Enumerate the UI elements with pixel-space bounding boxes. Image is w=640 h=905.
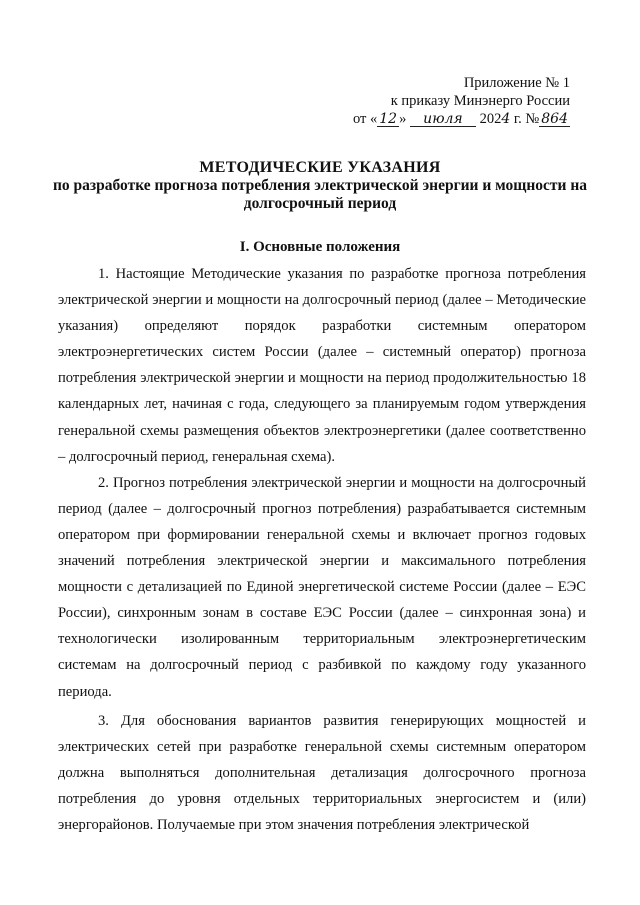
- appendix-line2: к приказу Минэнерго России: [390, 93, 570, 109]
- date-year-prefix: 202: [479, 111, 502, 127]
- paragraph-1: 1. Настоящие Методические указания по разработке прогноза потребления электрической энергии и мощности на долгосрочный период (далее – Методические указания) определяют порядок разработки системным оператором электроэнергетических систем России (далее – системный оператор) прогноза потребления электрической энергии и мощности на период продолжительностью 18 календарных лет, начиная с года, следующего за планируемым годом утверждения генеральной схемы размещения объектов электроэнергетики (далее соответственно – долгосрочный период, генеральная схема).: [58, 266, 586, 465]
- date-day: 12: [379, 111, 398, 127]
- document-body: [58, 261, 586, 838]
- document-title: [40, 159, 600, 213]
- appendix-line1: Приложение № 1: [463, 75, 570, 91]
- appendix-header: [330, 74, 570, 128]
- paragraph-2: 2. Прогноз потребления электрической энергии и мощности на долгосрочный период (далее – долгосрочный прогноз потребления) разрабатывается системным оператором при формировании генеральной схемы и включает прогноз годовых значений потребления электрической энергии и максимального потребления мощности с детализацией по Единой энергетической системе России (далее – ЕЭС России), синхронным зонам в составе ЕЭС России (далее – синхронная зона) и технологически изолированным территориальным электроэнергетическим системам на долгосрочный период с разбивкой по каждому году указанного периода.: [58, 474, 586, 700]
- section-heading: I. Основные положения: [239, 239, 401, 255]
- date-prefix: от «: [352, 111, 378, 127]
- title-line3: долгосрочный период: [243, 195, 397, 212]
- order-number-label: г. №: [513, 111, 540, 127]
- order-number: 864: [541, 111, 568, 127]
- date-mid: »: [399, 111, 407, 127]
- paragraph-3: 3. Для обоснования вариантов развития генерирующих мощностей и электрических сетей при разработке генеральной схемы системным оператором должна выполняться дополнительная детализация долгосрочного прогноза потребления до уровня отдельных территориальных энергосистем и (или) энергорайонов. Получаемые при этом значения потребления электрической: [58, 712, 586, 833]
- appendix-date-line: [330, 110, 570, 128]
- title-line2: по разработке прогноза потребления электрической энергии и мощности на: [52, 177, 588, 194]
- title-line1: МЕТОДИЧЕСКИЕ УКАЗАНИЯ: [199, 159, 441, 176]
- date-month: июля: [410, 112, 476, 127]
- date-year-digit: 4: [501, 111, 511, 127]
